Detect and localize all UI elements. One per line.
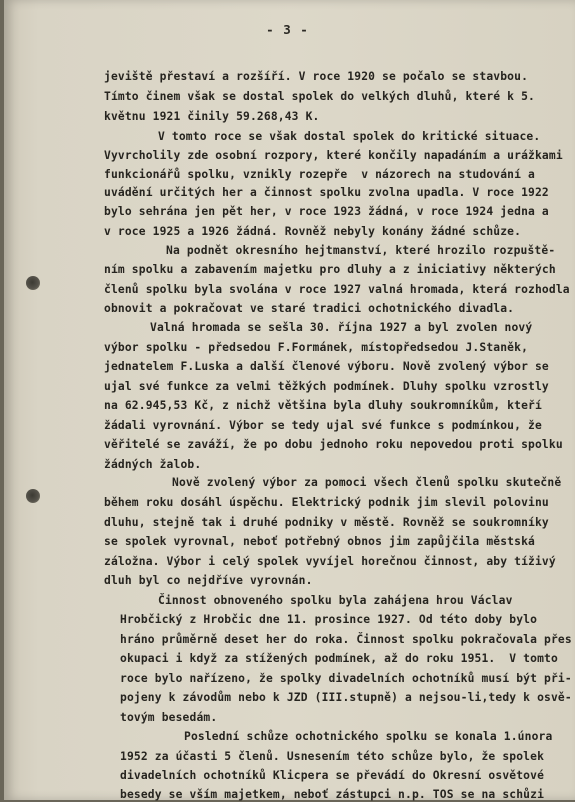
text-line: se spolek vyrovnal, neboť potřebný obnos jim zapůjčila městská bbox=[104, 535, 535, 548]
text-line: záložna. Výbor i celý spolek vyvíjel horečnou činnost, aby tíživý bbox=[104, 555, 556, 568]
text-line: okupaci i když za stížených podmínek, až do roku 1951. V tomto bbox=[120, 652, 558, 665]
text-line: jeviště přestaví a rozšíří. V roce 1920 se počalo se stavbou. bbox=[104, 70, 529, 83]
text-line: výbor spolku - předsedou F.Formánek, místopředsedou J.Staněk, bbox=[104, 341, 529, 354]
text-line: v roce 1925 a 1926 žádná. Rovněž nebyly konány žádné schůze. bbox=[104, 225, 522, 238]
text-line: bylo sehrána jen pět her, v roce 1923 žádná, v roce 1924 jedna a bbox=[104, 205, 549, 218]
text-line: Vyvrcholily zde osobní rozpory, které končily napadáním a urážkami bbox=[104, 149, 563, 162]
text-line: věřitelé se zaváží, že po dobu jednoho roku nepovedou proti spolku bbox=[104, 438, 563, 451]
text-line: besedy se vším majetkem, neboť zástupci n.p. TOS se na schůzi bbox=[120, 788, 545, 801]
text-line: Činnost obnoveného spolku byla zahájena hrou Václav bbox=[158, 594, 513, 607]
text-line: Nově zvolený výbor za pomoci všech členů spolku skutečně bbox=[172, 476, 562, 489]
text-line: členů spolku byla svolána v roce 1927 valná hromada, která rozhodla bbox=[104, 283, 570, 296]
text-line: během roku dosáhl úspěchu. Elektrický podnik jim slevil polovinu bbox=[104, 496, 549, 509]
text-line: ujal své funkce za velmi těžkých podmínek. Dluhy spolku vzrostly bbox=[104, 380, 549, 393]
text-line: uvádění určitých her a činnost spolku zvolna upadla. V roce 1922 bbox=[104, 186, 549, 199]
text-line: hráno průměrně deset her do roka. Činnost spolku pokračovala přes bbox=[120, 633, 572, 646]
text-line: ním spolku a zabavením majetku pro dluhy a z iniciativy některých bbox=[104, 263, 556, 276]
text-line: na 62.945,53 Kč, z nichž většina byla dluhy soukromníkům, kteří bbox=[104, 399, 542, 412]
text-line: Poslední schůze ochotnického spolku se konala 1.února bbox=[184, 730, 553, 743]
text-line: funkcionářů spolku, vznikly rozepře v názorech na studování a bbox=[104, 168, 535, 181]
text-line: Valná hromada se sešla 30. října 1927 a byl zvolen nový bbox=[150, 321, 533, 334]
text-line: tovým besedám. bbox=[120, 711, 218, 724]
text-line: Na podnět okresního hejtmanství, které hrozilo rozpuště- bbox=[166, 244, 556, 257]
text-line: Tímto činem však se dostal spolek do velkých dluhů, které k 5. bbox=[104, 90, 535, 103]
text-line: květnu 1921 činily 59.268,43 K. bbox=[104, 110, 320, 123]
text-line: roce bylo nařízeno, že spolky divadelních ochotníků musí být při- bbox=[120, 672, 572, 685]
text-line: pojeny k závodům nebo k JZD (III.stupně) a nejsou-li,tedy k osvě- bbox=[120, 691, 572, 704]
page-number: - 3 - bbox=[266, 22, 309, 37]
text-line: dluh byl co nejdříve vyrovnán. bbox=[104, 574, 313, 587]
text-line: V tomto roce se však dostal spolek do kritické situace. bbox=[158, 130, 541, 143]
text-line: Hrobčický z Hrobčic dne 11. prosince 1927. Od této doby bylo bbox=[120, 613, 538, 626]
text-line: žádných žalob. bbox=[104, 458, 202, 471]
text-line: 1952 za účasti 5 členů. Usnesením této schůze bylo, že spolek bbox=[120, 750, 545, 763]
text-line: obnovit a pokračovat ve staré tradici ochotnického divadla. bbox=[104, 302, 515, 315]
text-line: divadelních ochotníků Klicpera se převádí do Okresní osvětové bbox=[120, 769, 545, 782]
text-line: jednatelem F.Luska a další členové výboru. Nově zvolený výbor se bbox=[104, 360, 549, 373]
text-line: dluhu, stejně tak i druhé podniky v městě. Rovněž se soukromníky bbox=[104, 516, 549, 529]
text-line: žádali vyrovnání. Výbor se tedy ujal své funkce s podmínkou, že bbox=[104, 419, 542, 432]
